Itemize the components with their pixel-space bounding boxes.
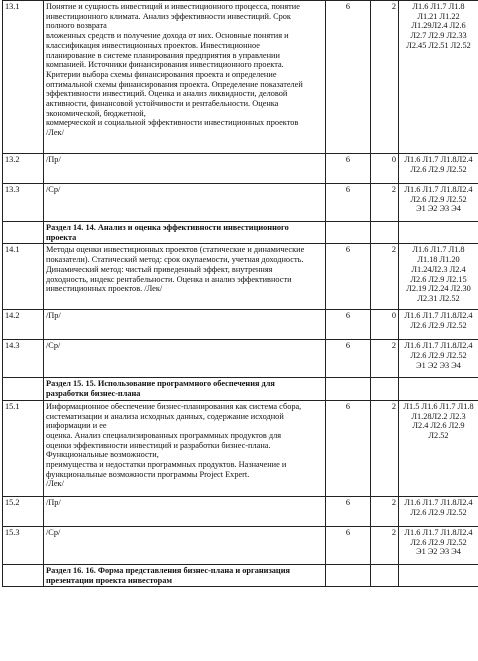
topic-description-line: показатели). Статический метод: срок окупаемости, учетная доходность. (46, 255, 304, 265)
topic-number-cell: 15.3 (3, 526, 44, 564)
hours-cell: 2 (371, 184, 399, 222)
section-hours-cell (371, 564, 399, 586)
references-cell (399, 154, 478, 184)
references-cell (399, 1, 478, 154)
reference-line: Л2.6 Л2.9 Л2.52 (410, 507, 467, 517)
topic-description-cell (44, 310, 326, 340)
section-title-line: Раздел 16. 16. Форма представления бизнес-плана и организация (46, 565, 290, 575)
hours-cell: 2 (371, 496, 399, 526)
section-hours-cell (371, 378, 399, 400)
section-semester-cell (326, 378, 371, 400)
topic-description-line: /Лек/ (46, 479, 64, 489)
topic-description-line: экономической, бюджетной, (46, 108, 146, 118)
section-title-cell (44, 378, 326, 400)
section-row (3, 378, 478, 400)
section-title-line: Раздел 15. 15. Использование программного обеспечения для (46, 379, 275, 389)
topic-description-line: классификация инвестиционных проектов. Инвестиционное (46, 40, 260, 50)
topic-number-cell: 13.2 (3, 154, 44, 184)
reference-line: Л1.24Л2.3 Л2.4 (411, 264, 466, 274)
topic-description-line: /Лек/ (46, 128, 64, 138)
reference-line: Л1.6 Л1.7 Л1.8 (412, 245, 465, 255)
topic-number-cell: 13.3 (3, 184, 44, 222)
semester-cell: 6 (326, 526, 371, 564)
semester-cell: 6 (326, 244, 371, 310)
topic-description-line: планирование в системе планирования предприятия в управлении (46, 50, 280, 60)
reference-line: Л1.21 Л1.22 (417, 11, 460, 21)
topic-description-cell (44, 1, 326, 154)
reference-line: Л1.6 Л1.7 Л1.8Л2.4 (404, 341, 473, 351)
reference-line: Л2.4 Л2.6 Л2.9 (412, 421, 465, 431)
reference-line: Л2.6 Л2.9 Л2.52 (410, 537, 467, 547)
reference-line: Л1.5 Л1.6 Л1.7 Л1.8 (403, 401, 474, 411)
curriculum-table (2, 0, 478, 587)
reference-line: Э1 Э2 Э3 Э4 (416, 547, 461, 557)
reference-line: Л2.45 Л2.51 Л2.52 (406, 40, 471, 50)
topic-row (3, 244, 478, 310)
topic-row (3, 310, 478, 340)
topic-description-line: вложенных средств и получение дохода от них. Основные понятия и (46, 31, 289, 41)
topic-description-line: /Пр/ (46, 497, 61, 507)
references-cell (399, 244, 478, 310)
topic-description-line: оценки эффективности инвестиций и разработки бизнес-плана. (46, 440, 271, 450)
reference-line: Л1.6 Л1.7 Л1.8 (412, 2, 465, 11)
topic-description-line: /Пр/ (46, 155, 61, 164)
references-cell (399, 496, 478, 526)
topic-description-cell (44, 400, 326, 496)
reference-line: Л1.29Л2.4 Л2.6 (411, 21, 466, 31)
topic-description-line: оптимальной схемы финансирования проекта. Определение показателей (46, 79, 303, 89)
topic-row (3, 184, 478, 222)
reference-line: Л2.6 Л2.9 Л2.52 (410, 194, 467, 204)
section-title-line: Раздел 14. 14. Анализ и оценка эффективности инвестиционного (46, 223, 289, 232)
topic-description-line: информации и ее (46, 421, 107, 431)
semester-cell: 6 (326, 496, 371, 526)
hours-cell: 2 (371, 340, 399, 378)
reference-line: Л1.6 Л1.7 Л1.8Л2.4 (404, 185, 473, 194)
topic-description-line: Функциональные возможности, (46, 450, 159, 460)
topic-description-line: инвестиционного климата. Анализ эффективности инвестиций. Срок (46, 11, 291, 21)
references-cell (399, 340, 478, 378)
section-references-cell (399, 564, 478, 586)
topic-description-line: Методы оценки инвестиционных проектов (статические и динамические (46, 245, 305, 255)
reference-line: Л1.6 Л1.7 Л1.8Л2.4 (404, 527, 473, 537)
topic-description-line: преимущества и недостатки программных продуктов. Назначение и (46, 460, 287, 470)
hours-cell: 2 (371, 400, 399, 496)
reference-line: Л1.6 Л1.7 Л1.8Л2.4 (404, 311, 473, 321)
topic-description-line: Динамический метод: чистый приведенный эффект, внутренняя (46, 264, 273, 274)
topic-number-cell: 14.3 (3, 340, 44, 378)
topic-description-cell (44, 154, 326, 184)
section-semester-cell (326, 564, 371, 586)
topic-row (3, 1, 478, 154)
section-title-line: проекта (46, 232, 77, 242)
reference-line: Л1.6 Л1.7 Л1.8Л2.4 (404, 155, 473, 164)
topic-description-line: эффективности инвестиций. Оценка и анализ ликвидности, деловой (46, 89, 288, 99)
hours-cell: 0 (371, 154, 399, 184)
topic-number-cell: 15.1 (3, 400, 44, 496)
topic-row (3, 526, 478, 564)
semester-cell: 6 (326, 400, 371, 496)
section-title-line: презентации проекта инвесторам (46, 575, 173, 585)
topic-number-cell: 14.1 (3, 244, 44, 310)
references-cell (399, 184, 478, 222)
topic-description-line: /Ср/ (46, 527, 61, 537)
semester-cell: 6 (326, 1, 371, 154)
references-cell (399, 310, 478, 340)
reference-line: Л2.7 Л2.9 Л2.33 (410, 31, 467, 41)
topic-description-line: компанией. Источники финансирования инвестиционного проекта. (46, 60, 284, 70)
topic-description-line: полного возврата (46, 21, 107, 31)
reference-line: Э1 Э2 Э3 Э4 (416, 204, 461, 214)
reference-line: Л1.28Л2.2 Л2.3 (411, 411, 466, 421)
section-hours-cell (371, 222, 399, 244)
references-cell (399, 526, 478, 564)
topic-number-cell: 13.1 (3, 1, 44, 154)
section-row (3, 564, 478, 586)
references-cell (399, 400, 478, 496)
reference-line: Л2.6 Л2.9 Л2.15 (410, 274, 467, 284)
semester-cell: 6 (326, 340, 371, 378)
section-references-cell (399, 378, 478, 400)
section-row (3, 222, 478, 244)
topic-description-line: Критерии выбора схемы финансирования проекта и определение (46, 69, 277, 79)
topic-number-cell: 15.2 (3, 496, 44, 526)
topic-description-line: активности, финансовой устойчивости и рентабельности. Оценка (46, 99, 279, 109)
semester-cell: 6 (326, 184, 371, 222)
hours-cell: 2 (371, 244, 399, 310)
topic-description-line: доходность, индекс рентабельности. Оценка и анализ эффективности (46, 274, 292, 284)
reference-line: Э1 Э2 Э3 Э4 (416, 360, 461, 370)
topic-description-line: /Ср/ (46, 185, 61, 194)
topic-description-line: систематизации и анализа исходных данных, содержание исходной (46, 411, 284, 421)
topic-description-cell (44, 340, 326, 378)
section-number-cell (3, 564, 44, 586)
reference-line: Л2.6 Л2.9 Л2.52 (410, 321, 467, 331)
section-semester-cell (326, 222, 371, 244)
section-number-cell (3, 378, 44, 400)
section-references-cell (399, 222, 478, 244)
topic-row (3, 400, 478, 496)
topic-description-line: Понятие и сущность инвестиций и инвестиционного процесса, понятие (46, 2, 300, 11)
hours-cell: 2 (371, 1, 399, 154)
topic-description-line: функциональные возможности программы Project Expert. (46, 469, 250, 479)
curriculum-table-body (3, 1, 478, 587)
semester-cell: 6 (326, 310, 371, 340)
topic-description-line: коммерческой и социальной эффективности инвестиционных проектов (46, 118, 299, 128)
topic-description-cell (44, 496, 326, 526)
section-title-cell (44, 222, 326, 244)
reference-line: Л1.18 Л1.20 (417, 255, 460, 265)
topic-description-line: /Пр/ (46, 311, 61, 321)
hours-cell: 0 (371, 310, 399, 340)
reference-line: Л2.31 Л2.52 (417, 293, 460, 303)
topic-description-line: /Ср/ (46, 341, 61, 351)
section-title-cell (44, 564, 326, 586)
topic-row (3, 340, 478, 378)
topic-description-cell (44, 184, 326, 222)
reference-line: Л2.6 Л2.9 Л2.52 (410, 351, 467, 361)
topic-number-cell: 14.2 (3, 310, 44, 340)
reference-line: Л2.19 Л2.24 Л2.30 (406, 284, 471, 294)
topic-description-cell (44, 244, 326, 310)
semester-cell: 6 (326, 154, 371, 184)
topic-row (3, 154, 478, 184)
topic-description-cell (44, 526, 326, 564)
hours-cell: 2 (371, 526, 399, 564)
reference-line: Л2.52 (428, 430, 449, 440)
topic-description-line: инвестиционных проектов. /Лек/ (46, 284, 163, 294)
reference-line: Л1.6 Л1.7 Л1.8Л2.4 (404, 497, 473, 507)
topic-description-line: оценка. Анализ специализированных программных продуктов для (46, 430, 282, 440)
section-title-line: разработки бизнес-плана (46, 389, 141, 399)
section-number-cell (3, 222, 44, 244)
topic-description-line: Информационное обеспечение бизнес-планирования как система сбора, (46, 401, 302, 411)
reference-line: Л2.6 Л2.9 Л2.52 (410, 164, 467, 174)
topic-row (3, 496, 478, 526)
